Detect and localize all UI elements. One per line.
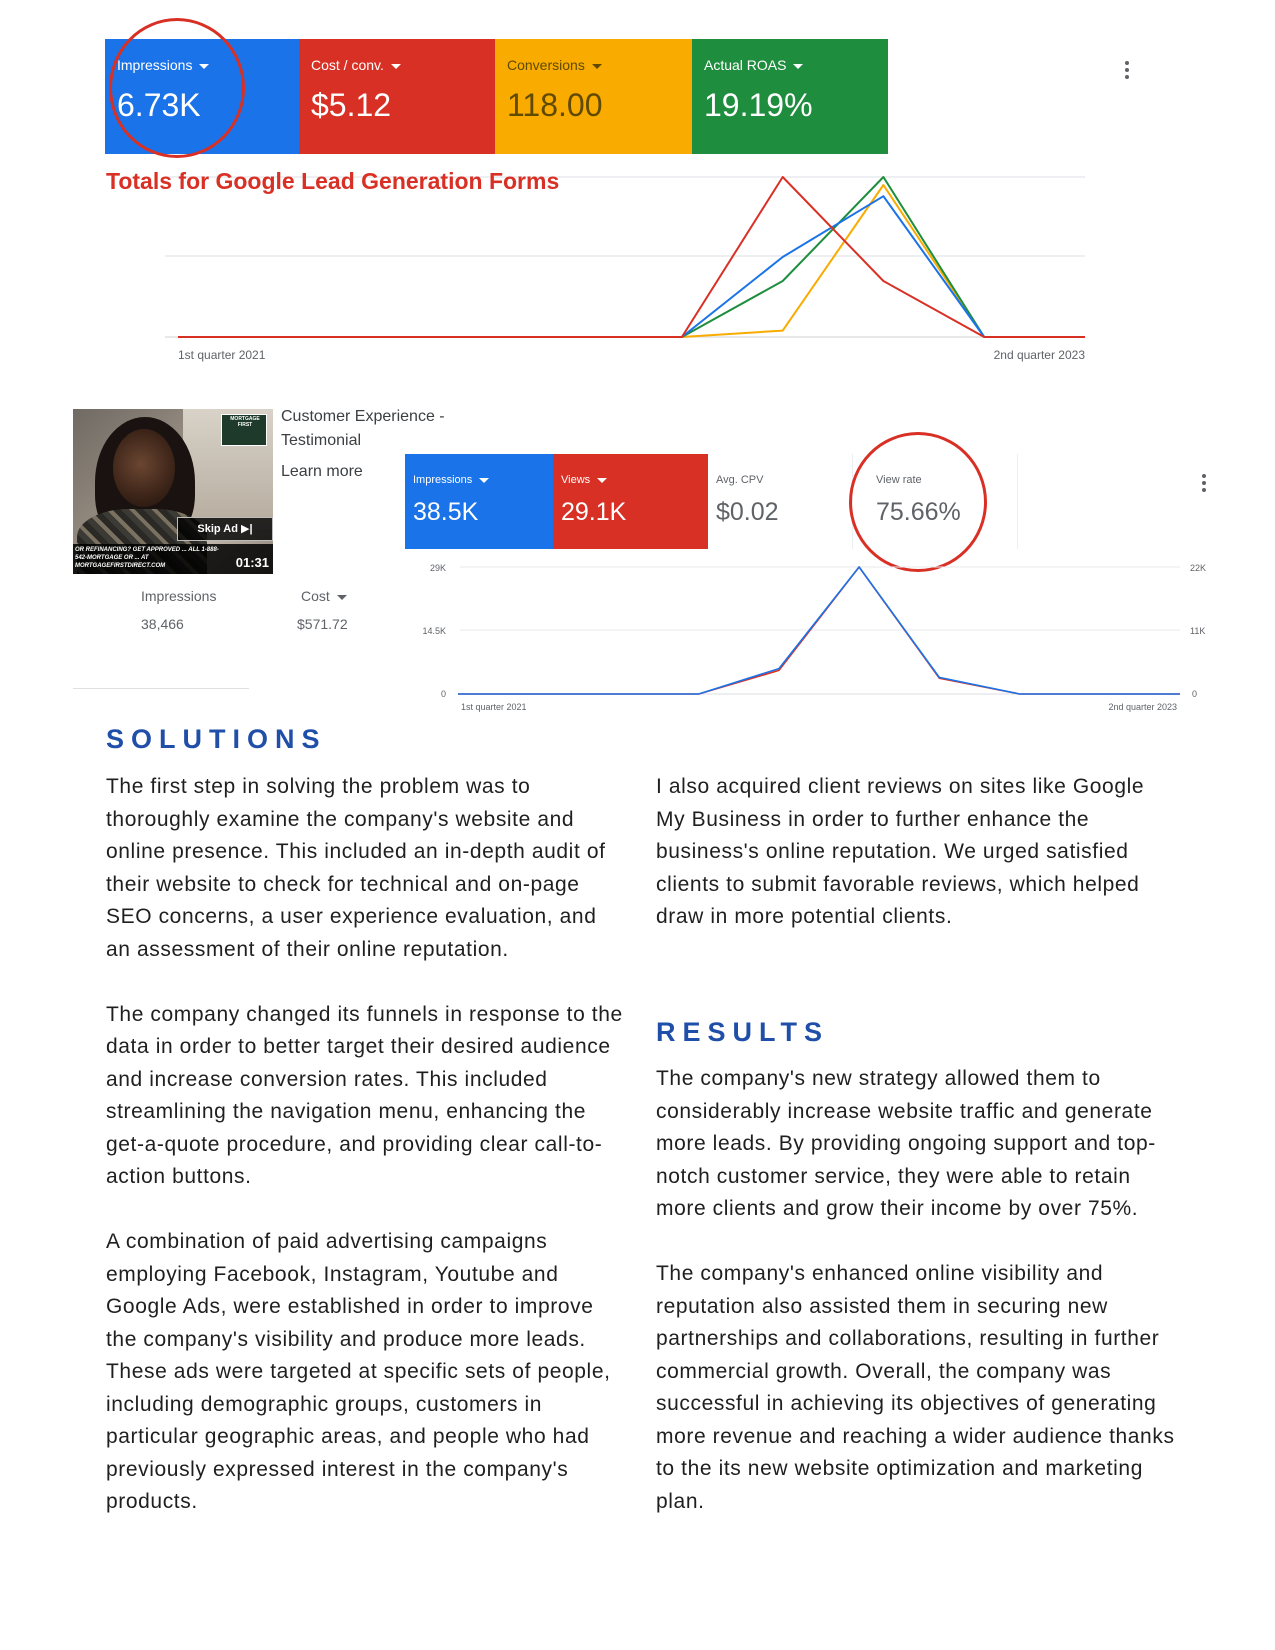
x-tick-label: 1st quarter 2021 bbox=[461, 702, 527, 712]
kpi-label: Cost / conv. bbox=[311, 57, 401, 73]
y-tick-label-right: 0 bbox=[1192, 689, 1198, 699]
video-thumbnail[interactable] bbox=[73, 409, 273, 574]
video-ticker-text: OR REFINANCING? GET APPROVED ... ALL 1-888-542-MORTGAGE OR ... AT MORTGAGEFIRSTDIRECT.COM bbox=[75, 547, 219, 569]
solutions-column-right bbox=[656, 771, 1176, 966]
series-line bbox=[178, 196, 1085, 337]
kpi-value: 118.00 bbox=[507, 87, 603, 123]
y-tick-label: 29K bbox=[429, 563, 446, 573]
video-title-line: Testimonial bbox=[281, 432, 362, 449]
brand-logo-text: MORTGAGE FIRST bbox=[230, 416, 260, 428]
kpi-label: Impressions bbox=[117, 57, 209, 73]
results-heading: RESULTS bbox=[656, 1017, 830, 1047]
chevron-down-icon bbox=[597, 478, 607, 483]
kpi-card-conversions[interactable] bbox=[495, 39, 692, 154]
kpi-label: Views bbox=[561, 474, 607, 486]
y-tick-label: 0 bbox=[440, 689, 446, 699]
kpi-card-views[interactable] bbox=[553, 454, 708, 549]
table-header-cost[interactable]: Cost bbox=[301, 588, 347, 604]
grid bbox=[165, 177, 1085, 337]
x-tick-label: 1st quarter 2021 bbox=[178, 348, 266, 362]
table-value-cost: $571.72 bbox=[297, 616, 348, 632]
learn-more-link[interactable]: Learn more bbox=[281, 463, 363, 480]
thumbnail-face bbox=[113, 429, 175, 507]
chart-video-performance bbox=[0, 555, 1275, 715]
grid bbox=[460, 567, 1180, 694]
kpi-value: 38.5K bbox=[413, 498, 479, 526]
chart-title: Totals for Google Lead Generation Forms bbox=[106, 168, 560, 194]
kpi-value: 75.66% bbox=[876, 498, 961, 526]
more-options-icon[interactable] bbox=[1125, 61, 1129, 82]
kpi-label: Actual ROAS bbox=[704, 57, 803, 73]
solutions-column-left bbox=[106, 771, 626, 1551]
y-tick-label-right: 11K bbox=[1190, 626, 1206, 636]
video-duration: 01:31 bbox=[235, 555, 269, 570]
series-line bbox=[178, 185, 1085, 337]
video-ad-title[interactable] bbox=[281, 405, 445, 453]
results-column bbox=[656, 1063, 1176, 1551]
video-title-line: Customer Experience - bbox=[281, 408, 445, 425]
kpi-card-avg-cpv[interactable] bbox=[708, 454, 853, 549]
highlight-circle bbox=[109, 18, 245, 158]
paragraph: A combination of paid advertising campaigns employing Facebook, Instagram, Youtube and Google Ads, were established in order to improve the company's visibility and produce more leads. These ads were targeted at specific sets of people, including demographic groups, customers in particular geographic areas, and people who had previously expressed interest in the company's products. bbox=[106, 1230, 611, 1513]
more-options-icon[interactable] bbox=[1202, 474, 1206, 495]
chevron-down-icon bbox=[391, 64, 401, 69]
y-tick-label-right: 22K bbox=[1190, 563, 1207, 573]
kpi-label: Conversions bbox=[507, 57, 602, 73]
paragraph: The company's new strategy allowed them to considerably increase website traffic and generate more leads. By providing ongoing support and top-notch customer service, they were able to retain more clients and grow their income by over 75%. bbox=[656, 1067, 1156, 1220]
kpi-label: Avg. CPV bbox=[716, 474, 764, 486]
kpi-value: 6.73K bbox=[117, 87, 201, 123]
chevron-down-icon bbox=[793, 64, 803, 69]
kpi-label: View rate bbox=[876, 474, 922, 486]
skip-ad-button[interactable]: Skip Ad ▶| bbox=[177, 517, 273, 541]
kpi-label: Impressions bbox=[413, 474, 489, 486]
x-tick-label: 2nd quarter 2023 bbox=[1108, 702, 1177, 712]
x-tick-label: 2nd quarter 2023 bbox=[993, 348, 1085, 362]
table-header-impressions: Impressions bbox=[141, 588, 217, 604]
series-line bbox=[178, 177, 1085, 337]
kpi-value: $0.02 bbox=[716, 498, 779, 526]
chevron-down-icon bbox=[479, 478, 489, 483]
paragraph: The first step in solving the problem was to thoroughly examine the company's website and online presence. This included an in-depth audit of their website to check for technical and on-page SEO concerns, a user experience evaluation, and an assessment of their online reputation. bbox=[106, 775, 606, 961]
kpi-value: $5.12 bbox=[311, 87, 392, 123]
kpi-card-cost-per-conversion[interactable] bbox=[299, 39, 495, 154]
kpi-card-video-impressions[interactable] bbox=[405, 454, 553, 549]
highlight-circle bbox=[849, 432, 987, 572]
kpi-value: 19.19% bbox=[704, 87, 813, 123]
y-tick-label: 14.5K bbox=[422, 626, 446, 636]
solutions-heading: SOLUTIONS bbox=[106, 724, 327, 754]
paragraph: The company changed its funnels in response to the data in order to better target their desired audience and increase conversion rates. This included streamlining the navigation menu, enhancing the get-a-quote procedure, and providing clear call-to-action buttons. bbox=[106, 1002, 623, 1188]
chevron-down-icon bbox=[592, 64, 602, 69]
table-value-impressions: 38,466 bbox=[141, 616, 184, 632]
series-line bbox=[178, 177, 1085, 337]
kpi-card-actual-roas[interactable] bbox=[692, 39, 888, 154]
paragraph: The company's enhanced online visibility and reputation also assisted them in securing new partnerships and collaborations, resulting in further commercial growth. Overall, the company was successful in achieving its objectives of generating more revenue and reaching a wider audience thanks to the its new website optimization and marketing plan. bbox=[656, 1262, 1175, 1513]
kpi-value: 29.1K bbox=[561, 498, 627, 526]
paragraph: I also acquired client reviews on sites like Google My Business in order to further enhance the business's online reputation. We urged satisfied clients to submit favorable reviews, which helped draw in more potential clients. bbox=[656, 775, 1145, 928]
